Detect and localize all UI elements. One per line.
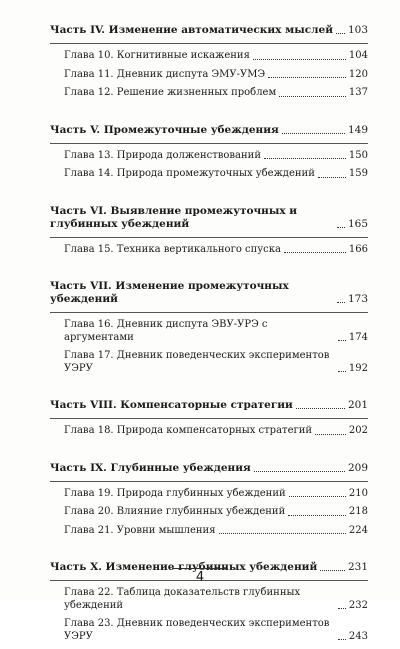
dot-leader: [268, 77, 346, 78]
part-heading[interactable]: [50, 20, 368, 41]
dot-leader: [264, 158, 346, 159]
part-page-number: 165: [347, 217, 368, 230]
part-page-number: 209: [347, 461, 368, 474]
part-title: Часть VIII. Компенсаторные стратегии: [50, 399, 293, 411]
dot-leader: [338, 371, 346, 372]
toc-chapter[interactable]: [50, 87, 368, 100]
chapter-title: Глава 15. Техника вертикального спуска: [64, 243, 281, 255]
part-page-number: 149: [347, 123, 368, 136]
part-page-number: 201: [347, 399, 368, 411]
toc-chapter[interactable]: [50, 319, 368, 344]
chapter-title: Глава 11. Дневник диспута ЭМУ-УМЭ: [64, 68, 266, 80]
part-rule: [50, 418, 368, 419]
chapter-title: Глава 17. Дневник поведенческих экспериментов УЭРУ: [64, 350, 330, 374]
dot-leader: [296, 408, 345, 409]
dot-leader: [288, 515, 346, 516]
chapter-title: Глава 16. Дневник диспута ЭВУ-УРЭ с аргументами: [64, 319, 268, 343]
chapter-page-number: 232: [348, 599, 368, 611]
toc-chapter[interactable]: [50, 618, 368, 643]
folio-rule: [172, 568, 228, 569]
chapter-title: Глава 12. Решение жизненных проблем: [64, 87, 277, 98]
toc-part: [50, 458, 368, 538]
dot-leader: [279, 96, 346, 97]
part-rule: [50, 43, 368, 44]
dot-leader: [338, 340, 346, 341]
chapter-page-number: 218: [348, 506, 368, 517]
toc-part: [50, 395, 368, 438]
dot-leader: [338, 639, 346, 640]
dot-leader: [338, 608, 346, 609]
part-page-number: 103: [347, 24, 368, 36]
chapter-title: Глава 21. Уровни мышления: [64, 524, 216, 536]
part-heading[interactable]: [50, 120, 368, 141]
toc-chapter[interactable]: [50, 350, 368, 375]
dot-leader: [337, 227, 345, 228]
toc-part: [50, 20, 368, 100]
toc-part: [50, 201, 368, 257]
toc-chapter[interactable]: [50, 506, 368, 519]
toc-chapter[interactable]: [50, 50, 368, 63]
toc-chapter[interactable]: [50, 150, 368, 163]
chapter-title: Глава 19. Природа глубинных убеждений: [64, 487, 286, 499]
toc-chapter[interactable]: [50, 69, 368, 82]
part-heading[interactable]: [50, 458, 368, 479]
chapter-title: Глава 13. Природа долженствований: [64, 149, 261, 161]
chapter-page-number: 210: [348, 487, 368, 499]
part-title: Часть IX. Глубинные убеждения: [50, 461, 251, 474]
part-title: Часть X. Изменение глубинных убеждений: [50, 561, 318, 573]
toc-chapter[interactable]: [50, 244, 368, 257]
chapter-title: Глава 22. Таблица доказательств глубинных убеждений: [64, 587, 301, 611]
chapter-page-number: 137: [348, 87, 368, 98]
part-rule: [50, 312, 368, 313]
chapter-page-number: 202: [348, 425, 368, 436]
part-title: Часть VII. Изменение промежуточных убеждений: [50, 280, 289, 305]
toc-chapter[interactable]: [50, 525, 368, 538]
chapter-page-number: 159: [348, 168, 368, 179]
toc-part: [50, 276, 368, 375]
dot-leader: [318, 177, 346, 178]
chapter-page-number: 174: [348, 331, 368, 343]
dot-leader: [315, 434, 346, 435]
chapter-title: Глава 23. Дневник поведенческих экспериментов УЭРУ: [64, 618, 330, 642]
chapter-page-number: 104: [348, 50, 368, 61]
part-heading[interactable]: [50, 201, 368, 235]
dot-leader: [219, 533, 346, 534]
part-title: Часть VI. Выявление промежуточных и глубинных убеждений: [50, 204, 298, 230]
chapter-page-number: 166: [348, 243, 368, 255]
part-title: Часть IV. Изменение автоматических мыслей: [50, 24, 333, 36]
chapter-page-number: 120: [348, 68, 368, 80]
page-number-folio: 4: [195, 570, 205, 585]
dot-leader: [282, 133, 345, 134]
dot-leader: [284, 252, 346, 253]
chapter-title: Глава 14. Природа промежуточных убеждений: [64, 168, 315, 179]
dot-leader: [289, 496, 346, 497]
dot-leader: [337, 302, 345, 303]
part-heading[interactable]: [50, 395, 368, 416]
part-heading[interactable]: [50, 276, 368, 310]
chapter-page-number: 224: [348, 524, 368, 536]
dot-leader: [253, 59, 346, 60]
part-rule: [50, 237, 368, 238]
part-rule: [50, 481, 368, 482]
toc-chapter[interactable]: [50, 425, 368, 438]
part-page-number: 173: [347, 293, 368, 305]
dot-leader: [254, 471, 345, 472]
chapter-title: Глава 18. Природа компенсаторных стратегий: [64, 425, 313, 436]
part-title: Часть V. Промежуточные убеждения: [50, 123, 279, 136]
toc-chapter[interactable]: [50, 488, 368, 501]
toc-chapter[interactable]: [50, 168, 368, 181]
toc-part: [50, 120, 368, 181]
chapter-page-number: 192: [348, 362, 368, 374]
chapter-title: Глава 20. Влияние глубинных убеждений: [64, 506, 286, 517]
dot-leader: [336, 33, 345, 34]
chapter-page-number: 150: [348, 149, 368, 161]
part-rule: [50, 143, 368, 144]
table-of-contents: [50, 20, 368, 649]
part-page-number: 231: [347, 561, 368, 573]
chapter-page-number: 243: [348, 630, 368, 642]
chapter-title: Глава 10. Когнитивные искажения: [64, 50, 250, 61]
toc-chapter[interactable]: [50, 587, 368, 612]
